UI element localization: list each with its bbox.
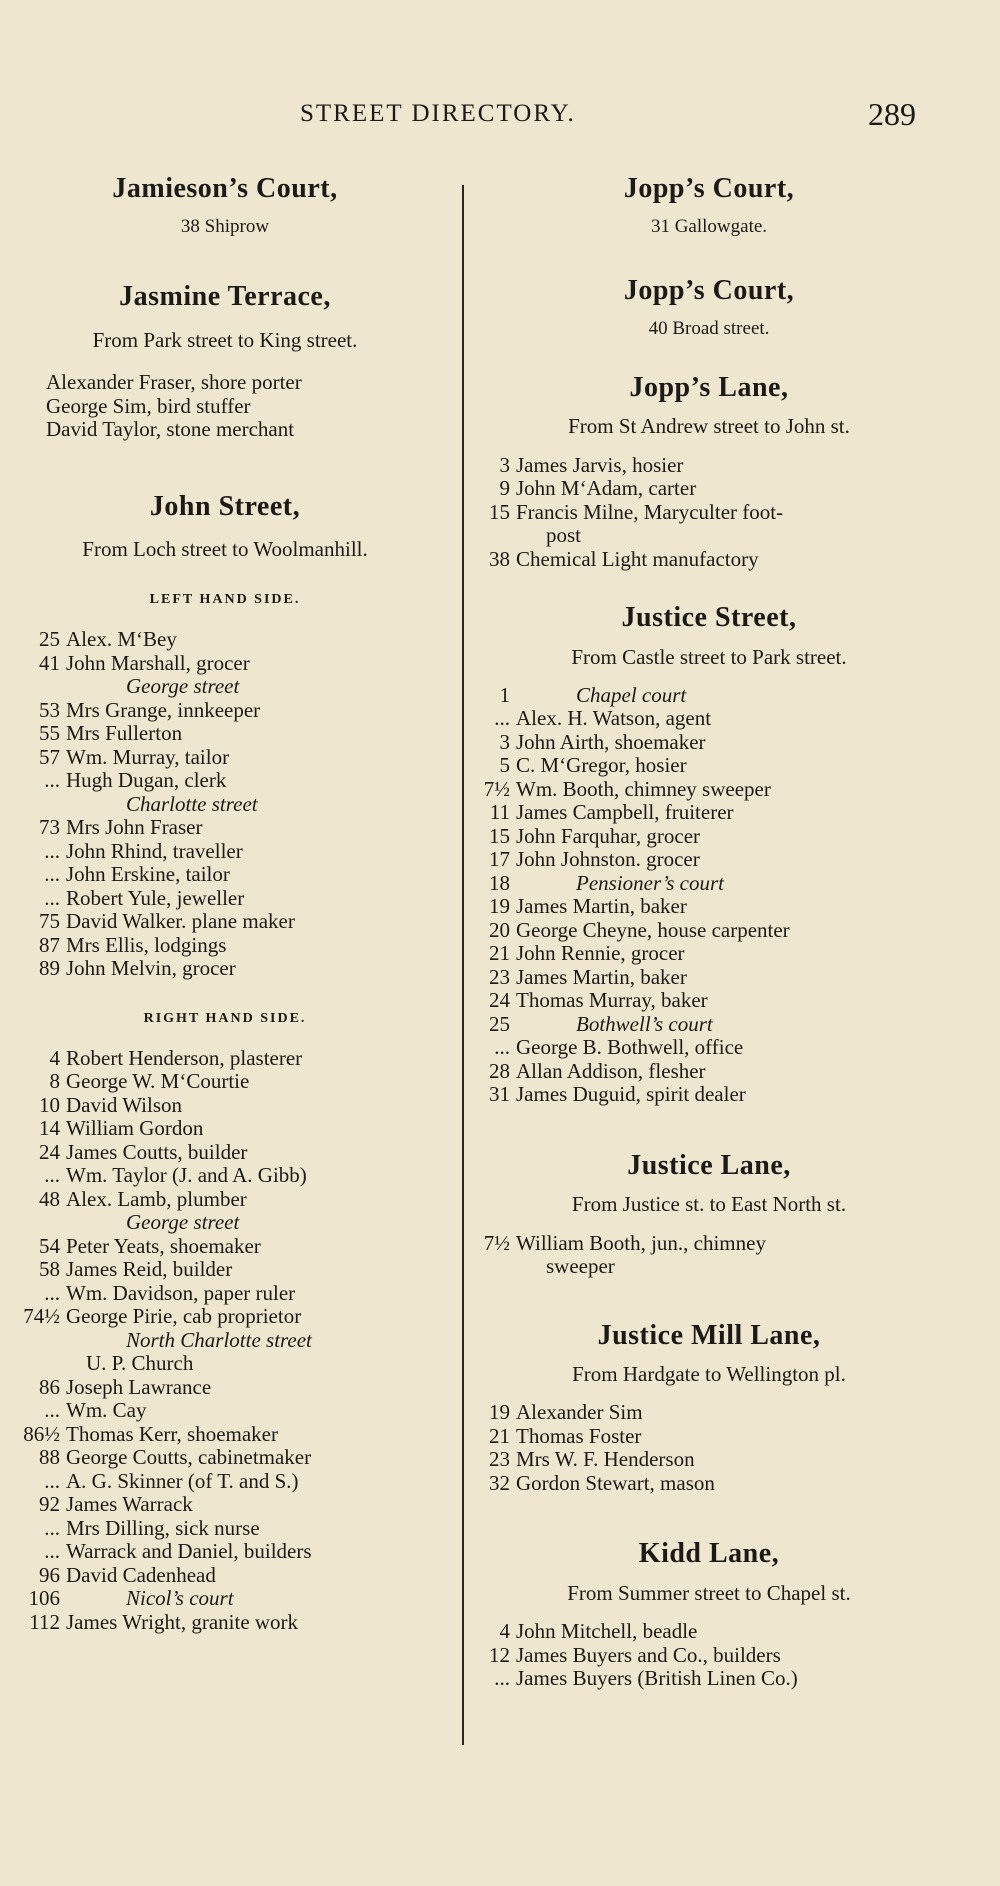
house-number: 10: [39, 1092, 60, 1117]
list-item: [20, 1117, 430, 1141]
house-number: 17: [489, 847, 510, 872]
list-item: [20, 1211, 430, 1235]
list-item: [470, 848, 930, 872]
entry-text: James Reid, builder: [66, 1257, 233, 1282]
entry-text: William Gordon: [66, 1116, 204, 1141]
house-number: 73: [39, 815, 60, 840]
list-item: [20, 1611, 430, 1635]
entry-text: Robert Yule, jeweller: [66, 885, 245, 910]
house-number: 4: [49, 1045, 60, 1070]
list-item: [470, 1448, 930, 1472]
entry-list: [20, 371, 430, 442]
house-number: 14: [39, 1116, 60, 1141]
entry-text: Thomas Foster: [516, 1423, 642, 1448]
entry-text: John Airth, shoemaker: [516, 729, 706, 754]
entry-text: James Duguid, spirit dealer: [516, 1082, 746, 1107]
street-block: [483, 1149, 930, 1279]
house-number: 20: [489, 917, 510, 942]
list-item: [20, 793, 430, 817]
house-number: ...: [44, 1468, 60, 1493]
street-location: From Castle street to Park street.: [571, 644, 847, 669]
house-number: 57: [39, 744, 60, 769]
entry-text: George W. M‘Courtie: [66, 1069, 250, 1094]
entry-text: David Walker. plane maker: [66, 909, 295, 934]
entry-list: [470, 1232, 930, 1279]
list-item: [470, 801, 930, 825]
list-item: [470, 1036, 930, 1060]
house-number: 7½: [483, 776, 510, 801]
list-item: David Taylor, stone merchant: [46, 417, 295, 442]
entry-continuation: post: [546, 523, 582, 548]
house-number: 18: [489, 870, 510, 895]
list-item: [470, 1013, 930, 1037]
entry-text: Warrack and Daniel, builders: [66, 1539, 312, 1564]
list-item: [470, 872, 930, 896]
entry-text: Wm. Murray, tailor: [66, 744, 230, 769]
list-item: [470, 454, 930, 478]
entry-text: John Mitchell, beadle: [516, 1619, 698, 1644]
house-number: 31: [489, 1082, 510, 1107]
house-number: 54: [39, 1233, 60, 1258]
list-item: [470, 1667, 930, 1691]
entry-text: Alex. H. Watson, agent: [516, 706, 712, 731]
list-item: [20, 1258, 430, 1282]
house-number: ...: [44, 768, 60, 793]
list-item: [20, 652, 430, 676]
list-item: [20, 1094, 430, 1118]
entry-text: George Coutts, cabinetmaker: [66, 1445, 312, 1470]
entry-continuation: sweeper: [546, 1254, 615, 1279]
entry-text: Chapel court: [576, 682, 687, 707]
street-block: [488, 371, 930, 571]
house-number: 41: [39, 650, 60, 675]
list-item: [20, 1188, 430, 1212]
list-item: [20, 1352, 430, 1376]
house-number: 86½: [23, 1421, 60, 1446]
entry-text: C. M‘Gregor, hosier: [516, 753, 687, 778]
house-number: 48: [39, 1186, 60, 1211]
list-item: [470, 1232, 930, 1256]
entry-text: James Wright, granite work: [66, 1609, 299, 1634]
entry-text: Thomas Kerr, shoemaker: [66, 1421, 278, 1446]
list-item: [20, 1587, 430, 1611]
entry-text: John M‘Adam, carter: [516, 476, 697, 501]
list-item: [470, 1425, 930, 1449]
list-item: [470, 825, 930, 849]
entry-text: James Buyers and Co., builders: [516, 1642, 781, 1667]
house-number: 7½: [483, 1230, 510, 1255]
street-location: From Justice st. to East North st.: [571, 1192, 847, 1217]
list-item: [20, 1493, 430, 1517]
entry-text: George Cheyne, house carpenter: [516, 917, 790, 942]
list-item: [470, 1472, 930, 1496]
running-title: STREET DIRECTORY.: [300, 100, 576, 127]
house-number: 96: [39, 1562, 60, 1587]
list-item: [20, 1517, 430, 1541]
list-item: [470, 707, 930, 731]
house-number: 25: [489, 1011, 510, 1036]
entry-text: John Rennie, grocer: [516, 941, 685, 966]
street-block: [488, 274, 930, 340]
list-item: [20, 957, 430, 981]
entry-list: [470, 684, 930, 1107]
street-location: 40 Broad street.: [648, 317, 770, 339]
list-item: [20, 1423, 430, 1447]
entry-text: Pensioner’s court: [576, 870, 724, 895]
house-number: 38: [489, 546, 510, 571]
house-number: 25: [39, 627, 60, 652]
entry-text: Wm. Davidson, paper ruler: [66, 1280, 296, 1305]
entry-text: George street: [126, 1210, 240, 1235]
street-block: [488, 1319, 930, 1496]
street-heading: Jopp’s Court,: [623, 275, 795, 307]
house-number: 3: [499, 729, 510, 754]
house-number: ...: [494, 706, 510, 731]
list-item: [20, 1164, 430, 1188]
list-item: [20, 910, 430, 934]
street-jasmine-terrace: [20, 280, 430, 441]
house-number: 8: [49, 1069, 60, 1094]
house-number: ...: [44, 1539, 60, 1564]
entry-text: Thomas Murray, baker: [516, 988, 708, 1013]
house-number: ...: [44, 1163, 60, 1188]
street-location: 31 Gallowgate.: [650, 215, 768, 237]
entry-text: George Pirie, cab proprietor: [66, 1304, 302, 1329]
house-number: 106: [28, 1586, 60, 1611]
house-number: 4: [499, 1619, 510, 1644]
list-item: [470, 1083, 930, 1107]
entry-text: Mrs Grange, innkeeper: [66, 697, 261, 722]
list-item: [20, 1047, 430, 1071]
entry-list: [470, 1620, 930, 1691]
street-location: From Park street to King street.: [92, 327, 358, 352]
side-heading: RIGHT HAND SIDE.: [143, 1010, 307, 1026]
entry-text: James Campbell, fruiterer: [516, 800, 734, 825]
street-heading: Justice Mill Lane,: [597, 1319, 821, 1351]
list-item: [20, 722, 430, 746]
list-item: [20, 816, 430, 840]
list-item: George Sim, bird stuffer: [46, 393, 251, 418]
street-block: [483, 601, 930, 1107]
house-number: 1: [499, 682, 510, 707]
list-item: [470, 1644, 930, 1668]
house-number: 74½: [23, 1304, 60, 1329]
running-head: [0, 96, 1000, 140]
house-number: 58: [39, 1257, 60, 1282]
entry-text: John Erskine, tailor: [66, 862, 230, 887]
list-item: [470, 989, 930, 1013]
list-item: [20, 1282, 430, 1306]
list-item: [470, 1060, 930, 1084]
list-item: [470, 942, 930, 966]
entry-text: John Farquhar, grocer: [516, 823, 701, 848]
house-number: [20, 675, 66, 699]
list-item: [470, 895, 930, 919]
street-location: From Summer street to Chapel st.: [567, 1581, 851, 1605]
house-number: 3: [499, 452, 510, 477]
side-heading: LEFT HAND SIDE.: [149, 592, 301, 608]
list-item: [470, 501, 930, 525]
street-john-street: [20, 490, 430, 1635]
list-item: [20, 675, 430, 699]
list-item: [470, 966, 930, 990]
entry-text: John Johnston. grocer: [516, 847, 700, 872]
entry-list: [470, 454, 930, 572]
entry-text: Wm. Taylor (J. and A. Gibb): [66, 1163, 307, 1188]
house-number: [20, 1352, 66, 1376]
street-jamiesons-court: [20, 172, 430, 238]
house-number: 23: [489, 1447, 510, 1472]
list-item: [20, 1235, 430, 1259]
entry-text: Peter Yeats, shoemaker: [66, 1233, 261, 1258]
entry-text: James Martin, baker: [516, 894, 687, 919]
entry-list: [470, 1401, 930, 1495]
page-number: 289: [868, 96, 916, 132]
list-item: [20, 1540, 430, 1564]
entry-text: Nicol’s court: [126, 1586, 234, 1611]
house-number: ...: [494, 1666, 510, 1691]
entry-text: James Jarvis, hosier: [516, 452, 684, 477]
entry-text: William Booth, jun., chimney: [516, 1230, 766, 1255]
street-heading: Justice Street,: [621, 602, 797, 634]
street-location: From Loch street to Woolmanhill.: [82, 537, 368, 562]
house-number: 32: [489, 1470, 510, 1495]
house-number: 75: [39, 909, 60, 934]
house-number: ...: [44, 1398, 60, 1423]
house-number: 21: [489, 941, 510, 966]
list-item: [20, 1376, 430, 1400]
entry-text: Joseph Lawrance: [66, 1374, 212, 1399]
entry-text: James Martin, baker: [516, 964, 687, 989]
entry-text: Alex. Lamb, plumber: [66, 1186, 247, 1211]
house-number: 28: [489, 1058, 510, 1083]
entry-text: Mrs Dilling, sick nurse: [66, 1515, 260, 1540]
list-item: [20, 1446, 430, 1470]
house-number: 19: [489, 1400, 510, 1425]
street-heading: Justice Lane,: [627, 1149, 791, 1181]
entry-text: A. G. Skinner (of T. and S.): [66, 1468, 299, 1493]
entry-text: David Cadenhead: [66, 1562, 216, 1587]
list-item: [470, 731, 930, 755]
column-divider: [462, 185, 464, 1745]
list-item: [20, 1399, 430, 1423]
house-number: [20, 1211, 66, 1235]
street-heading: Jopp’s Court,: [623, 173, 795, 204]
house-number: ...: [44, 862, 60, 887]
list-item: [20, 746, 430, 770]
entry-text: John Marshall, grocer: [66, 650, 250, 675]
street-block: [488, 1537, 930, 1690]
house-number: ...: [494, 1035, 510, 1060]
entry-text: Gordon Stewart, mason: [516, 1470, 715, 1495]
house-number: 19: [489, 894, 510, 919]
list-item: [20, 1141, 430, 1165]
entry-text: Wm. Booth, chimney sweeper: [516, 776, 771, 801]
list-item: [470, 1401, 930, 1425]
entry-text: James Warrack: [66, 1492, 193, 1517]
list-item: [20, 934, 430, 958]
house-number: 15: [489, 499, 510, 524]
house-number: 24: [39, 1139, 60, 1164]
entry-text: Mrs Ellis, lodgings: [66, 932, 227, 957]
entry-text: Chemical Light manufactory: [516, 546, 759, 571]
entry-text: George street: [126, 674, 240, 699]
entry-text: John Rhind, traveller: [66, 838, 243, 863]
street-heading: John Street,: [149, 490, 301, 522]
entry-text: James Coutts, builder: [66, 1139, 248, 1164]
street-heading: Kidd Lane,: [638, 1538, 780, 1570]
house-number: 87: [39, 932, 60, 957]
entry-text: Francis Milne, Maryculter foot-: [516, 499, 784, 524]
house-number: 112: [29, 1609, 60, 1634]
entry-text: Mrs John Fraser: [66, 815, 203, 840]
entry-list: [20, 628, 430, 981]
entry-text: David Wilson: [66, 1092, 183, 1117]
list-item: [20, 887, 430, 911]
entry-text: John Melvin, grocer: [66, 956, 236, 981]
list-item: [20, 1070, 430, 1094]
list-item: [470, 778, 930, 802]
list-item: [20, 863, 430, 887]
house-number: 12: [489, 1642, 510, 1667]
house-number: 55: [39, 721, 60, 746]
list-item: [20, 628, 430, 652]
entry-text: Allan Addison, flesher: [516, 1058, 706, 1083]
house-number: 23: [489, 964, 510, 989]
list-item: [20, 1470, 430, 1494]
entry-text: Charlotte street: [126, 791, 258, 816]
house-number: ...: [44, 1280, 60, 1305]
list-item: [20, 1564, 430, 1588]
house-number: 15: [489, 823, 510, 848]
house-number: 89: [39, 956, 60, 981]
right-column: [483, 172, 930, 1691]
entry-text: Alexander Sim: [516, 1400, 643, 1425]
street-location: From St Andrew street to John st.: [568, 414, 850, 439]
entry-text: Mrs Fullerton: [66, 721, 183, 746]
house-number: 53: [39, 697, 60, 722]
entry-text: James Buyers (British Linen Co.): [516, 1666, 798, 1691]
house-number: 86: [39, 1374, 60, 1399]
house-number: 11: [489, 800, 510, 825]
list-item: [470, 684, 930, 708]
list-item: [20, 840, 430, 864]
house-number: ...: [44, 885, 60, 910]
entry-text: Hugh Dugan, clerk: [66, 768, 227, 793]
entry-text: Alex. M‘Bey: [66, 627, 177, 652]
house-number: 21: [489, 1423, 510, 1448]
entry-text: North Charlotte street: [126, 1327, 312, 1352]
house-number: 88: [39, 1445, 60, 1470]
house-number: [20, 793, 66, 817]
list-item: [20, 1305, 430, 1329]
house-number: ...: [44, 838, 60, 863]
street-location: From Hardgate to Wellington pl.: [572, 1362, 846, 1387]
street-block: [488, 172, 930, 238]
list-item: [20, 1329, 430, 1353]
street-heading: Jopp’s Lane,: [629, 371, 789, 403]
street-location: 38 Shiprow: [180, 215, 270, 237]
house-number: 24: [489, 988, 510, 1013]
list-item: [20, 699, 430, 723]
list-item: Alexander Fraser, shore porter: [46, 370, 302, 395]
house-number: 92: [39, 1492, 60, 1517]
list-item: [470, 754, 930, 778]
entry-text: George B. Bothwell, office: [516, 1035, 744, 1060]
list-item: [470, 548, 930, 572]
street-heading: Jasmine Terrace,: [119, 281, 331, 313]
entry-text: Wm. Cay: [66, 1398, 147, 1423]
house-number: 9: [499, 476, 510, 501]
entry-text: U. P. Church: [86, 1351, 194, 1376]
list-item: [470, 919, 930, 943]
list-item: [470, 1620, 930, 1644]
entry-list: [20, 1047, 430, 1635]
entry-text: Mrs W. F. Henderson: [516, 1447, 695, 1472]
list-item: [20, 769, 430, 793]
house-number: [20, 1329, 66, 1353]
entry-text: Bothwell’s court: [576, 1011, 713, 1036]
house-number: ...: [44, 1515, 60, 1540]
list-item: [470, 477, 930, 501]
entry-text: Robert Henderson, plasterer: [66, 1045, 303, 1070]
street-heading: Jamieson’s Court,: [112, 173, 338, 204]
house-number: 5: [499, 753, 510, 778]
left-column: [20, 172, 430, 1634]
